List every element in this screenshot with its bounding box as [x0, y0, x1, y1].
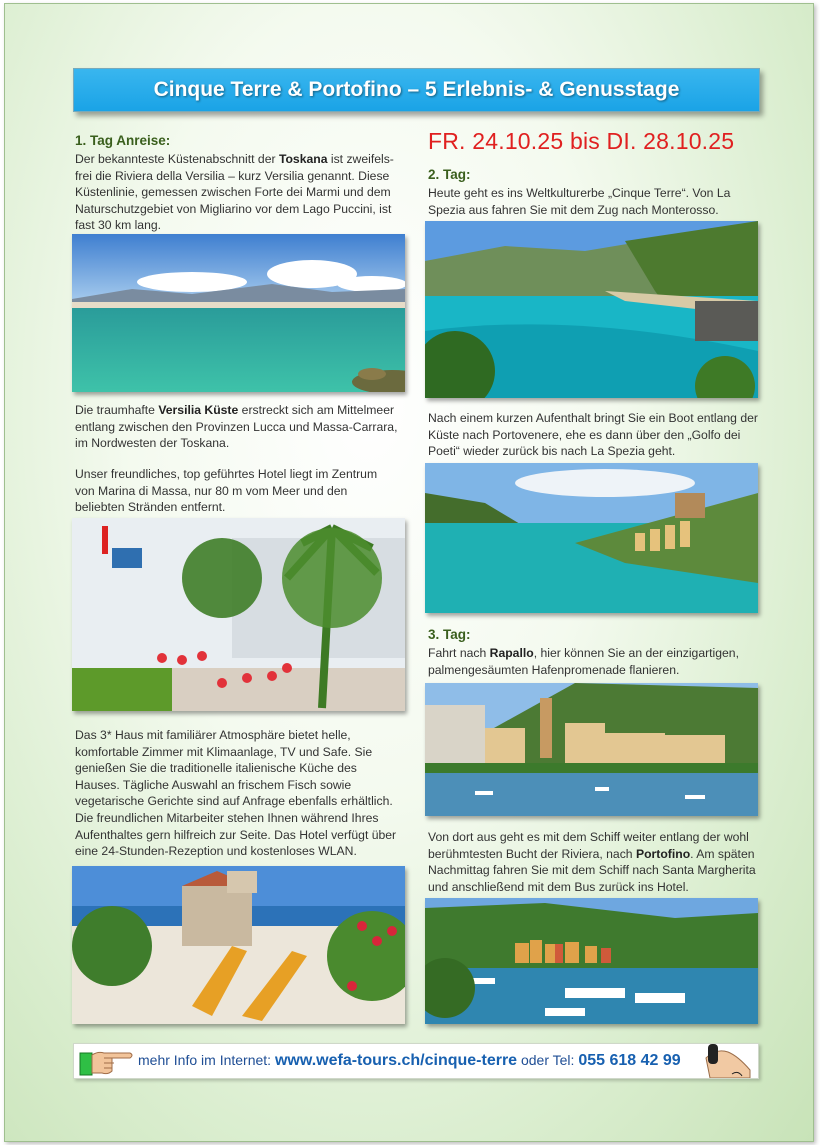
page-title: Cinque Terre & Portofino – 5 Erlebnis- & Genusstage [153, 78, 680, 101]
day2-heading: 2. Tag: [428, 167, 471, 182]
day1-hotel-location-text: Unser freundliches, top geführtes Hotel liegt im Zentrum von Marina di Massa, nur 80 m vom Meer und den beliebten Stränden entfernt. [75, 467, 378, 515]
hotel-garden-photo [72, 518, 405, 711]
portovenere-photo [425, 463, 758, 613]
contact-footer [73, 1043, 759, 1079]
day1-heading: 1. Tag Anreise: [75, 133, 171, 148]
telephone-handset-icon [702, 1044, 754, 1078]
hotel-terrace-photo [72, 866, 405, 1024]
travel-date-range: FR. 24.10.25 bis DI. 28.10.25 [428, 128, 735, 154]
day1-intro-text: Der bekannteste Küstenabschnitt der Toskana ist zweifels-frei die Riviera della Versilia – kurz Versilia genannt. Diese Küstenlinie, gemessen zwischen Forte dei Marmi und dem Naturschutzgebiet von Migliarino vor dem Lago Puccini, ist fast 30 km lang. [75, 152, 394, 233]
day3-rapallo-text: Fahrt nach Rapallo, hier können Sie an der einzigartigen, palmengesäumten Hafenpromenade flanieren. [428, 646, 739, 677]
phone-number[interactable]: 055 618 42 99 [578, 1052, 681, 1069]
day1-versilia-text: Die traumhafte Versilia Küste erstreckt sich am Mittelmeer entlang zwischen den Provinzen Lucca und Massa-Carrara, im Nordwesten der Toskana. [75, 403, 398, 451]
versilia-coast-photo [72, 234, 405, 392]
title-banner [73, 68, 760, 112]
portofino-harbour-photo [425, 898, 758, 1024]
contact-line: mehr Info im Internet: www.wefa-tours.ch/cinque-terre oder Tel: 055 618 42 99 [138, 1052, 681, 1069]
day1-hotel-description-text: Das 3* Haus mit familiärer Atmosphäre bietet helle, komfortable Zimmer mit Klimaanlage, TV und Safe. Sie genießen Sie die traditionelle italienische Küche des Hauses. Tägliche Auswahl an frischem Fisch sowie vegetarische Gerichte sind auf Anfrage ebenfalls erhältlich. Die freundlichen Mitarbeiter stehen Ihnen während Ihres Aufenthaltes gern hilfreich zur Seite. Das Hotel verfügt über eine 24-Stunden-Rezeption und kostenloses WLAN. [75, 728, 397, 859]
rapallo-promenade-photo [425, 683, 758, 816]
website-link[interactable]: www.wefa-tours.ch/cinque-terre [274, 1052, 518, 1069]
day3-heading: 3. Tag: [428, 627, 471, 642]
monterosso-beach-photo [425, 221, 758, 398]
pointing-hand-icon [78, 1045, 136, 1077]
day2-intro-text: Heute geht es ins Weltkulturerbe „Cinque Terre“. Von La Spezia aus fahren Sie mit dem Zug nach Monterosso. [428, 186, 731, 217]
day2-boat-text: Nach einem kurzen Aufenthalt bringt Sie ein Boot entlang der Küste nach Portovenere, ehe es dann über den „Golfo dei Poeti“ wieder zurück bis nach La Spezia geht. [428, 411, 758, 459]
day3-portofino-text: Von dort aus geht es mit dem Schiff weiter entlang der wohl berühmtesten Bucht der Riviera, nach Portofino. Am späten Nachmittag fahren Sie mit dem Schiff nach Santa Margherita und anschließend mit dem Bus zurück ins Hotel. [428, 830, 756, 894]
